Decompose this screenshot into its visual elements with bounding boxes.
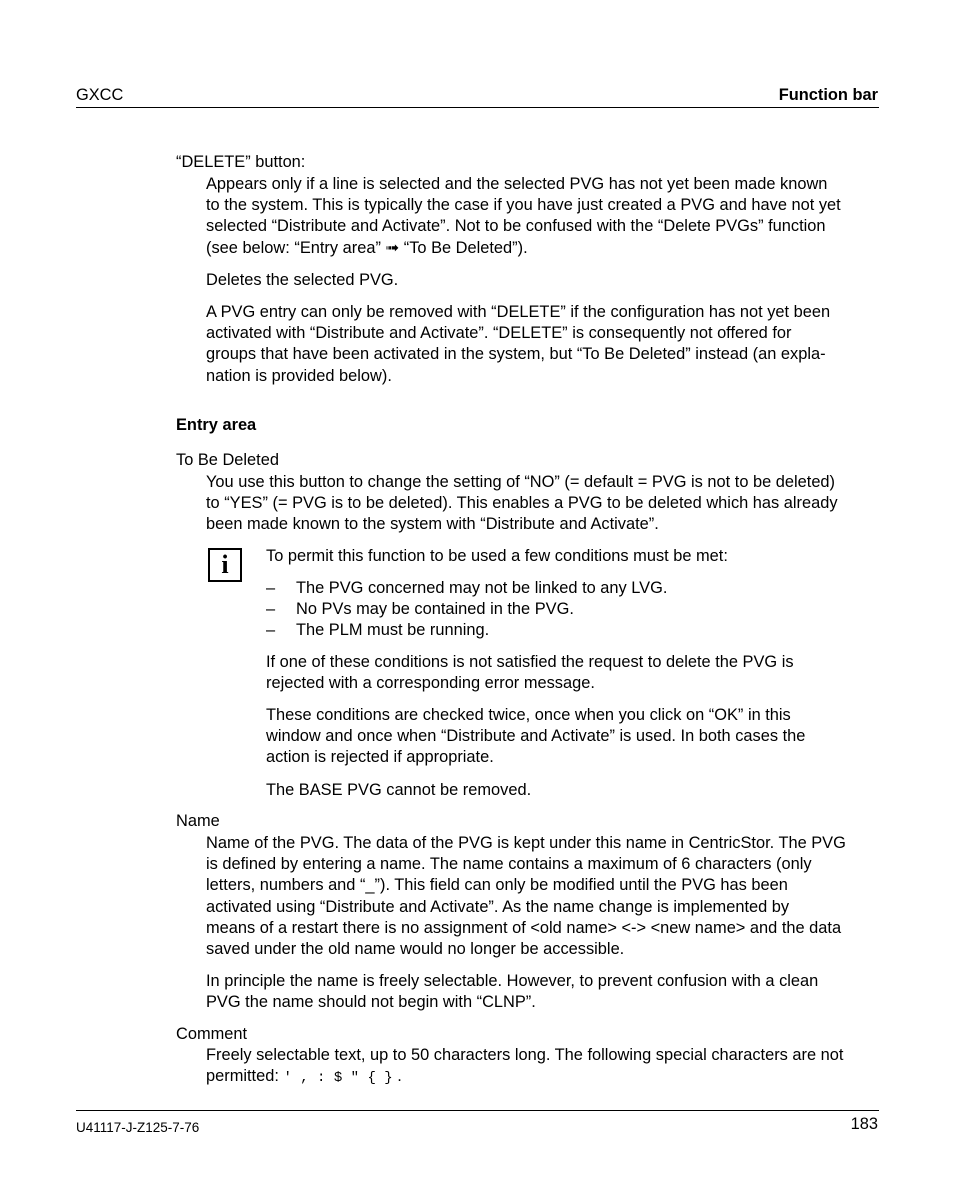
entry-area-heading: Entry area xyxy=(176,416,257,434)
list-item: No PVs may be contained in the PVG. xyxy=(296,600,574,618)
list-item: The PVG concerned may not be linked to any LVG. xyxy=(296,579,668,597)
to-be-deleted-term: To Be Deleted xyxy=(176,451,279,469)
text-line: Freely selectable text, up to 50 characters long. The following special characters are not xyxy=(206,1046,844,1064)
text-line: to the system. This is typically the case if you have just created a PVG and have not yet xyxy=(206,196,841,215)
note-paragraph xyxy=(266,652,879,694)
note-paragraph: The BASE PVG cannot be removed. xyxy=(266,781,532,799)
text-line: You use this button to change the setting of “NO” (= default = PVG is not to be deleted) xyxy=(206,473,836,491)
text-line: These conditions are checked twice, once when you click on “OK” in this xyxy=(266,706,791,724)
text-line: means of a restart there is no assignment of <old name> <-> <new name> and the data xyxy=(206,918,842,937)
text-line: groups that have been activated in the system, but “To Be Deleted” instead (an expla- xyxy=(206,345,826,364)
footer-rule xyxy=(76,1110,879,1111)
comment-description xyxy=(206,1045,879,1089)
delete-button-action: Deletes the selected PVG. xyxy=(206,271,399,289)
delete-button-restriction xyxy=(206,302,879,387)
note-paragraph xyxy=(266,705,879,769)
name-description xyxy=(206,833,879,960)
text-line: rejected with a corresponding error message. xyxy=(266,674,595,693)
delete-button-term: “DELETE” button: xyxy=(176,153,306,171)
running-header-left: GXCC xyxy=(76,86,124,104)
bullet-dash: – xyxy=(266,579,276,597)
text-line: PVG the name should not begin with “CLNP”. xyxy=(206,993,536,1012)
text-line: activated with “Distribute and Activate”. “DELETE” is consequently not offered for xyxy=(206,324,792,343)
text-line: action is rejected if appropriate. xyxy=(266,748,494,767)
text-line xyxy=(206,1066,879,1089)
text-fragment: . xyxy=(397,1067,402,1086)
text-line: is defined by entering a name. The name contains a maximum of 6 characters (only xyxy=(206,855,812,874)
text-fragment: permitted: xyxy=(206,1067,284,1086)
text-line: Name of the PVG. The data of the PVG is kept under this name in CentricStor. The PVG xyxy=(206,834,846,852)
text-line: If one of these conditions is not satisfied the request to delete the PVG is xyxy=(266,653,794,671)
running-header-right: Function bar xyxy=(778,86,878,104)
forbidden-characters: ' , : $ " { } xyxy=(283,1070,393,1087)
document-id: U41117-J-Z125-7-76 xyxy=(76,1120,200,1135)
to-be-deleted-description xyxy=(206,472,879,536)
comment-term: Comment xyxy=(176,1025,248,1043)
page-number: 183 xyxy=(850,1115,878,1133)
text-line: Appears only if a line is selected and the selected PVG has not yet been made known xyxy=(206,175,828,193)
name-term: Name xyxy=(176,812,220,830)
bullet-dash: – xyxy=(266,621,276,639)
list-item: The PLM must be running. xyxy=(296,621,490,639)
delete-button-description xyxy=(206,174,879,259)
text-line: nation is provided below). xyxy=(206,366,392,385)
text-line: A PVG entry can only be removed with “DELETE” if the configuration has not yet been xyxy=(206,303,831,321)
text-line: activated using “Distribute and Activate”. As the name change is implemented by xyxy=(206,897,790,916)
text-line: In principle the name is freely selectable. However, to prevent confusion with a clean xyxy=(206,972,819,990)
text-line: saved under the old name would no longer be accessible. xyxy=(206,940,625,959)
text-line: been made known to the system with “Distribute and Activate”. xyxy=(206,515,659,534)
text-line: letters, numbers and “_”). This field can only be modified until the PVG has been xyxy=(206,876,788,895)
note-intro: To permit this function to be used a few conditions must be met: xyxy=(266,547,728,565)
text-line: window and once when “Distribute and Activate” is used. In both cases the xyxy=(266,727,806,746)
header-rule xyxy=(76,107,879,108)
info-icon: i xyxy=(208,548,242,582)
text-line: (see below: “Entry area” ➟ “To Be Deleted”). xyxy=(206,238,528,257)
text-line: selected “Distribute and Activate”. Not to be confused with the “Delete PVGs” function xyxy=(206,217,826,236)
bullet-dash: – xyxy=(266,600,276,618)
name-recommendation xyxy=(206,971,879,1013)
text-line: to “YES” (= PVG is to be deleted). This enables a PVG to be deleted which has already xyxy=(206,494,838,513)
